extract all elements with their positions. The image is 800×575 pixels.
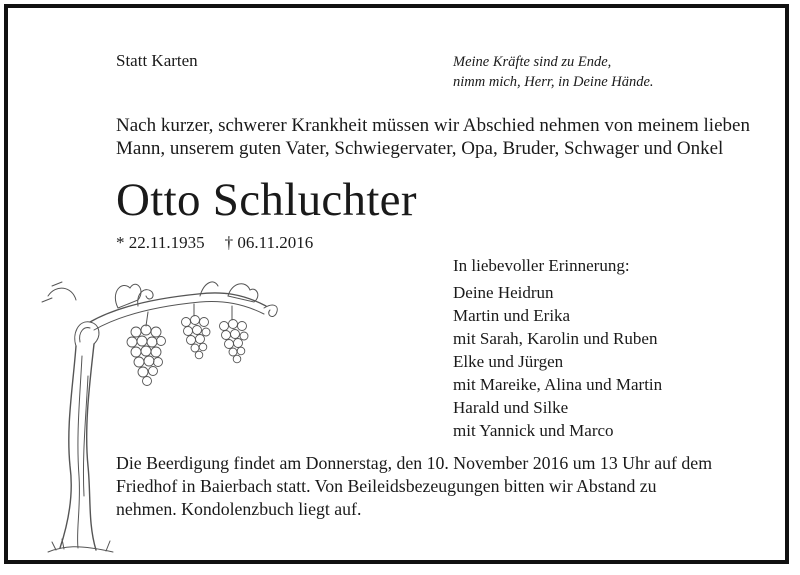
header-statt-karten: Statt Karten [116, 51, 198, 70]
intro-line: Mann, unserem guten Vater, Schwiegervater, Opa, Bruder, Schwager und Onkel [116, 138, 724, 159]
mourner-line: Deine Heidrun [453, 283, 554, 302]
mourners-list [453, 281, 662, 442]
mourner-line: mit Mareike, Alina und Martin [453, 375, 663, 394]
intro-text [116, 114, 750, 160]
deceased-name: Otto Schluchter [116, 174, 417, 226]
motto-verse [453, 52, 654, 92]
mourner-line: Martin und Erika [453, 306, 571, 325]
funeral-details [116, 452, 712, 521]
funeral-line: nehmen. Kondolenzbuch liegt auf. [116, 499, 362, 519]
vine-trunk [87, 344, 96, 550]
death-date: † 06.11.2016 [224, 233, 314, 252]
mourner-line: Elke und Jürgen [453, 352, 564, 371]
mourner-line: mit Sarah, Karolin und Ruben [453, 329, 658, 348]
birth-date: * 22.11.1935 [116, 233, 205, 252]
grape-cluster [127, 325, 166, 386]
intro-line: Nach kurzer, schwerer Krankheit müssen wir Abschied nehmen von meinem lieben [116, 115, 750, 136]
grape-cluster [182, 316, 211, 359]
life-dates [116, 233, 313, 253]
motto-line: nimm mich, Herr, in Deine Hände. [453, 74, 654, 90]
vine-trunk [60, 346, 76, 548]
grape-cluster [220, 320, 249, 363]
funeral-line: Friedhof in Baierbach statt. Von Beileidsbezeugungen bitten wir Abstand zu [116, 476, 657, 496]
vine-arm [90, 293, 266, 322]
motto-line: Meine Kräfte sind zu Ende, [453, 54, 612, 70]
memory-heading: In liebevoller Erinnerung: [453, 256, 630, 275]
funeral-line: Die Beerdigung findet am Donnerstag, den 10. November 2016 um 13 Uhr auf dem [116, 453, 713, 473]
mourner-line: mit Yannick und Marco [453, 421, 614, 440]
mourner-line: Harald und Silke [453, 398, 569, 417]
